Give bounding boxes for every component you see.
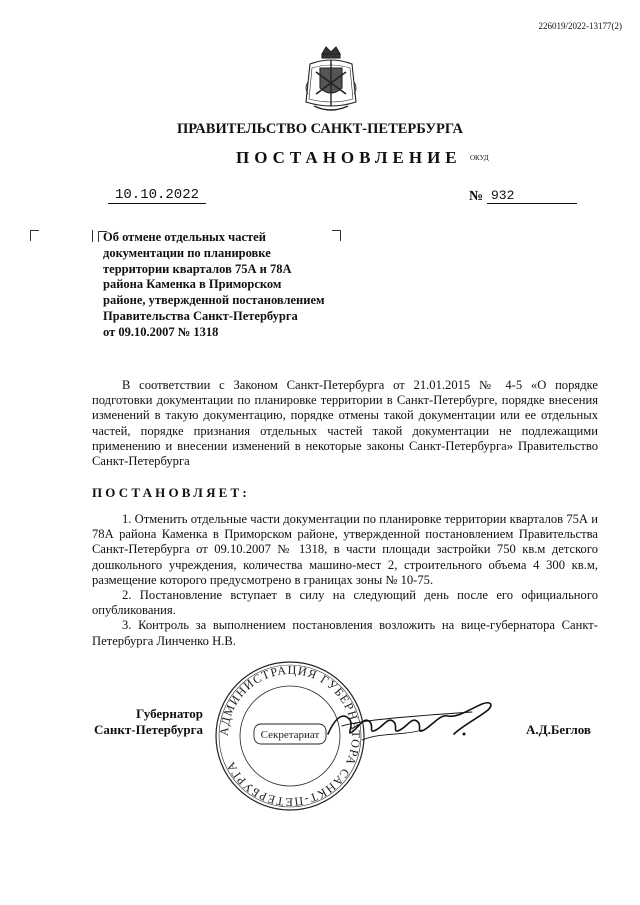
resolves-heading: ПОСТАНОВЛЯЕТ: <box>92 485 250 500</box>
subject-line: территории кварталов 75А и 78А <box>103 261 292 276</box>
number-sign: № <box>469 189 484 204</box>
preamble-paragraph: В соответствии с Законом Санкт-Петербурга от 21.01.2015 № 4-5 «О порядке подготовки документации по планировке территории в Санкт-Петербурге, порядке внесения изменений в такую документацию, порядке отмены такой документации или ее отдельных частей, порядке признания отдельных частей такой документации не подлежащими применению и внесении изменений в некоторые законы Санкт-Петербурга» Правительство Санкт-Петербурга <box>92 378 598 469</box>
document-code: 226019/2022-13177(2) <box>538 21 622 31</box>
handwritten-signature <box>322 686 500 756</box>
signatory-title-line: Губернатор <box>135 706 203 721</box>
document-type-heading: ПОСТАНОВЛЕНИЕ <box>236 148 462 167</box>
item-paragraph: 2. Постановление вступает в силу на следующий день после его официального опубликования. <box>92 588 598 618</box>
document-number: 932 <box>487 188 577 204</box>
government-heading: ПРАВИТЕЛЬСТВО САНКТ-ПЕТЕРБУРГА <box>177 121 463 137</box>
item-paragraph: 1. Отменить отдельные части документации по планировке территории кварталов 75А и 78А района Каменка в Приморском районе, утвержденной постановлением Правительства Санкт-Петербурга от 09.10.2007 № 1318, в части площади застройки 750 кв.м детского дошкольного учреждения, количества машино-мест 2, строительного объема 4 300 кв.м, размещение которого предусмотрено в границах зоны № 10-75. <box>92 512 598 587</box>
document-date: 10.10.2022 <box>108 188 206 204</box>
subject-line: районе, утвержденной постановлением <box>103 293 325 308</box>
item-paragraph: 3. Контроль за выполнением постановления возложить на вице-губернатора Санкт-Петербурга Линченко Н.В. <box>92 618 598 648</box>
bracket-top-left <box>30 230 39 241</box>
subject-line: Правительства Санкт-Петербурга <box>103 308 298 323</box>
signatory-title <box>93 706 203 737</box>
stamp-inner-text: Секретариат <box>260 729 320 741</box>
stamp-ring-text: АДМИНИСТРАЦИЯ ГУБЕРНАТОРА САНКТ-ПЕТЕРБУРГА <box>216 662 364 810</box>
subject-block <box>103 230 353 341</box>
bracket-mark <box>86 230 93 242</box>
subject-line: документации по планировке <box>103 245 271 260</box>
subject-line: Об отмене отдельных частей <box>103 230 266 244</box>
signatory-title-line: Санкт-Петербурга <box>94 721 203 737</box>
signatory-name: А.Д.Беглов <box>526 722 591 737</box>
items-block <box>92 512 598 649</box>
subject-line: от 09.10.2007 № 1318 <box>103 324 219 339</box>
okud-label: ОКУД <box>470 154 489 162</box>
coat-of-arms-emblem <box>302 44 360 116</box>
subject-line: района Каменка в Приморском <box>103 277 282 292</box>
